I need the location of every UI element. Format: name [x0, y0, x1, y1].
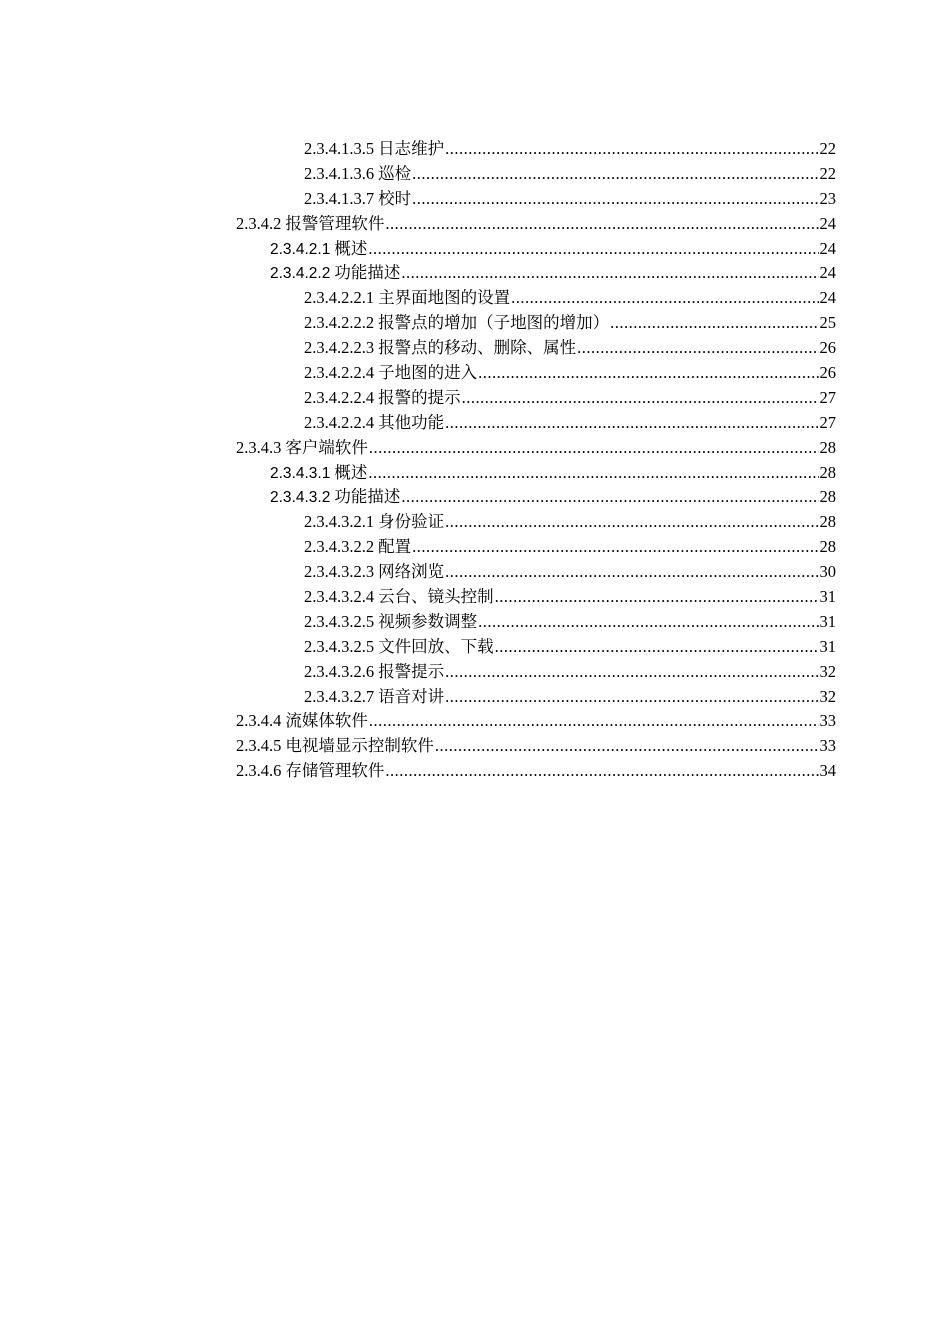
toc-dot-leader — [385, 212, 818, 237]
toc-entry[interactable] — [236, 436, 836, 461]
toc-dot-leader — [445, 411, 818, 436]
toc-entry[interactable] — [236, 461, 836, 486]
toc-entry-title: 校时 — [378, 188, 412, 208]
toc-entry-title: 文件回放、下载 — [378, 636, 494, 656]
toc-entry[interactable] — [236, 137, 836, 162]
toc-dot-leader — [368, 461, 818, 486]
toc-entry-number: 2.3.4.3.2.5 — [304, 636, 375, 656]
toc-entry-number: 2.3.4.3.2.2 — [304, 537, 375, 557]
toc-entry-title: 报警点的增加（子地图的增加） — [378, 313, 610, 333]
toc-entry-title: 报警管理软件 — [285, 213, 385, 233]
toc-entry-number: 2.3.4.1.3.6 — [304, 163, 375, 183]
toc-entry-page-number: 30 — [819, 562, 836, 582]
toc-entry-title: 配置 — [378, 537, 412, 557]
toc-dot-leader — [495, 635, 819, 660]
toc-entry[interactable] — [236, 286, 836, 311]
toc-entry-page-number: 24 — [819, 238, 836, 258]
toc-dot-leader — [445, 510, 818, 535]
toc-entry[interactable] — [236, 411, 836, 436]
toc-entry-number: 2.3.4.3.2.6 — [304, 661, 375, 681]
toc-entry[interactable] — [236, 311, 836, 336]
toc-entry-number: 2.3.4.3.2 — [270, 489, 331, 507]
toc-entry-page-number: 24 — [819, 288, 836, 308]
toc-dot-leader — [610, 311, 818, 336]
toc-entry-page-number: 28 — [819, 487, 836, 507]
toc-entry-title: 电视墙显示控制软件 — [285, 736, 434, 756]
toc-dot-leader — [435, 734, 819, 759]
toc-entry-page-number: 25 — [819, 313, 836, 333]
toc-entry[interactable] — [236, 734, 836, 759]
toc-entry-number: 2.3.4.2.2.4 — [304, 412, 375, 432]
toc-entry-number: 2.3.4.3.2.4 — [304, 587, 375, 607]
toc-entry-title: 概述 — [334, 238, 368, 258]
toc-entry[interactable] — [236, 187, 836, 212]
toc-entry-number: 2.3.4.1.3.5 — [304, 139, 375, 158]
toc-entry[interactable] — [236, 560, 836, 585]
toc-entry-number: 2.3.4.2.2.3 — [304, 338, 375, 358]
toc-entry-title: 语音对讲 — [378, 686, 445, 706]
toc-entry-page-number: 27 — [819, 387, 836, 407]
toc-dot-leader — [445, 685, 818, 710]
toc-dot-leader — [412, 162, 818, 187]
toc-entry-number: 2.3.4.3.2.3 — [304, 562, 375, 582]
toc-entry-title: 云台、镜头控制 — [378, 587, 494, 607]
toc-entry-number: 2.3.4.4 — [236, 711, 282, 731]
toc-dot-leader — [369, 709, 819, 734]
toc-dot-leader — [495, 585, 819, 610]
toc-entry-page-number: 31 — [819, 636, 836, 656]
toc-entry[interactable] — [236, 261, 836, 286]
toc-entry[interactable] — [236, 237, 836, 262]
toc-dot-leader — [445, 560, 818, 585]
toc-entry-number: 2.3.4.2.2.4 — [304, 387, 375, 407]
toc-entry-title: 身份验证 — [378, 512, 445, 532]
toc-entry-number: 2.3.4.3 — [236, 437, 282, 457]
toc-entry-number: 2.3.4.3.2.7 — [304, 686, 375, 706]
toc-dot-leader — [368, 237, 818, 262]
toc-entry-page-number: 26 — [819, 363, 836, 383]
toc-entry-title: 子地图的进入 — [378, 363, 478, 383]
toc-entry-page-number: 22 — [819, 139, 836, 158]
toc-entry-number: 2.3.4.2.1 — [270, 240, 331, 258]
table-of-contents — [236, 137, 836, 784]
toc-dot-leader — [412, 187, 818, 212]
toc-dot-leader — [478, 610, 818, 635]
toc-entry-number: 2.3.4.6 — [236, 761, 282, 781]
toc-entry-title: 其他功能 — [378, 412, 445, 432]
toc-entry-number: 2.3.4.2.2.1 — [304, 288, 375, 308]
toc-entry[interactable] — [236, 336, 836, 361]
toc-entry-title: 巡检 — [378, 163, 412, 183]
toc-entry-title: 概述 — [334, 462, 368, 482]
toc-entry[interactable] — [236, 660, 836, 685]
toc-entry-page-number: 28 — [819, 537, 836, 557]
toc-entry[interactable] — [236, 386, 836, 411]
toc-entry-number: 2.3.4.2 — [236, 213, 282, 233]
toc-entry[interactable] — [236, 635, 836, 660]
toc-entry[interactable] — [236, 610, 836, 635]
toc-entry[interactable] — [236, 510, 836, 535]
toc-dot-leader — [385, 759, 818, 784]
toc-entry-page-number: 24 — [819, 263, 836, 283]
toc-entry-title: 报警点的移动、删除、属性 — [378, 338, 577, 358]
toc-entry-title: 功能描述 — [334, 263, 401, 283]
toc-entry-title: 主界面地图的设置 — [378, 288, 511, 308]
toc-entry-title: 报警的提示 — [378, 387, 461, 407]
toc-entry-number: 2.3.4.2.2.2 — [304, 313, 375, 333]
toc-entry-page-number: 33 — [819, 711, 836, 731]
toc-entry-number: 2.3.4.3.1 — [270, 464, 331, 482]
toc-dot-leader — [462, 386, 819, 411]
toc-entry-number: 2.3.4.2.2.4 — [304, 363, 375, 383]
toc-entry-title: 功能描述 — [334, 487, 401, 507]
toc-dot-leader — [577, 336, 818, 361]
toc-entry-page-number: 33 — [819, 736, 836, 756]
toc-entry-page-number: 28 — [819, 512, 836, 532]
toc-dot-leader — [412, 535, 818, 560]
toc-entry-page-number: 32 — [819, 661, 836, 681]
toc-entry[interactable] — [236, 709, 836, 734]
toc-entry-page-number: 31 — [819, 587, 836, 607]
toc-entry-number: 2.3.4.3.2.1 — [304, 512, 375, 532]
toc-dot-leader — [511, 286, 818, 311]
toc-entry-title: 流媒体软件 — [285, 711, 368, 731]
toc-entry-number: 2.3.4.3.2.5 — [304, 611, 375, 631]
toc-entry-page-number: 28 — [819, 462, 836, 482]
toc-entry[interactable] — [236, 361, 836, 386]
toc-entry[interactable] — [236, 535, 836, 560]
toc-entry-page-number: 26 — [819, 338, 836, 358]
toc-entry-page-number: 23 — [819, 188, 836, 208]
toc-entry-page-number: 34 — [819, 761, 836, 781]
toc-entry-title: 存储管理软件 — [285, 761, 385, 781]
toc-entry-title: 客户端软件 — [285, 437, 368, 457]
toc-entry-page-number: 24 — [819, 213, 836, 233]
toc-dot-leader — [401, 261, 818, 286]
toc-entry[interactable] — [236, 212, 836, 237]
toc-entry-title: 视频参数调整 — [378, 611, 478, 631]
toc-entry-page-number: 27 — [819, 412, 836, 432]
toc-dot-leader — [445, 137, 818, 162]
toc-dot-leader — [445, 660, 818, 685]
toc-entry-page-number: 32 — [819, 686, 836, 706]
toc-entry[interactable] — [236, 485, 836, 510]
toc-dot-leader — [401, 485, 818, 510]
toc-entry-number: 2.3.4.5 — [236, 736, 282, 756]
toc-dot-leader — [369, 436, 819, 461]
toc-dot-leader — [478, 361, 818, 386]
toc-entry[interactable] — [236, 162, 836, 187]
toc-entry-number: 2.3.4.1.3.7 — [304, 188, 375, 208]
toc-entry-page-number: 22 — [819, 163, 836, 183]
toc-entry[interactable] — [236, 759, 836, 784]
toc-entry-title: 日志维护 — [378, 139, 445, 158]
toc-entry-page-number: 31 — [819, 611, 836, 631]
toc-entry-number: 2.3.4.2.2 — [270, 265, 331, 283]
toc-entry-title: 报警提示 — [378, 661, 445, 681]
toc-entry[interactable] — [236, 585, 836, 610]
toc-entry-title: 网络浏览 — [378, 562, 445, 582]
toc-entry-page-number: 28 — [819, 437, 836, 457]
toc-entry[interactable] — [236, 685, 836, 710]
